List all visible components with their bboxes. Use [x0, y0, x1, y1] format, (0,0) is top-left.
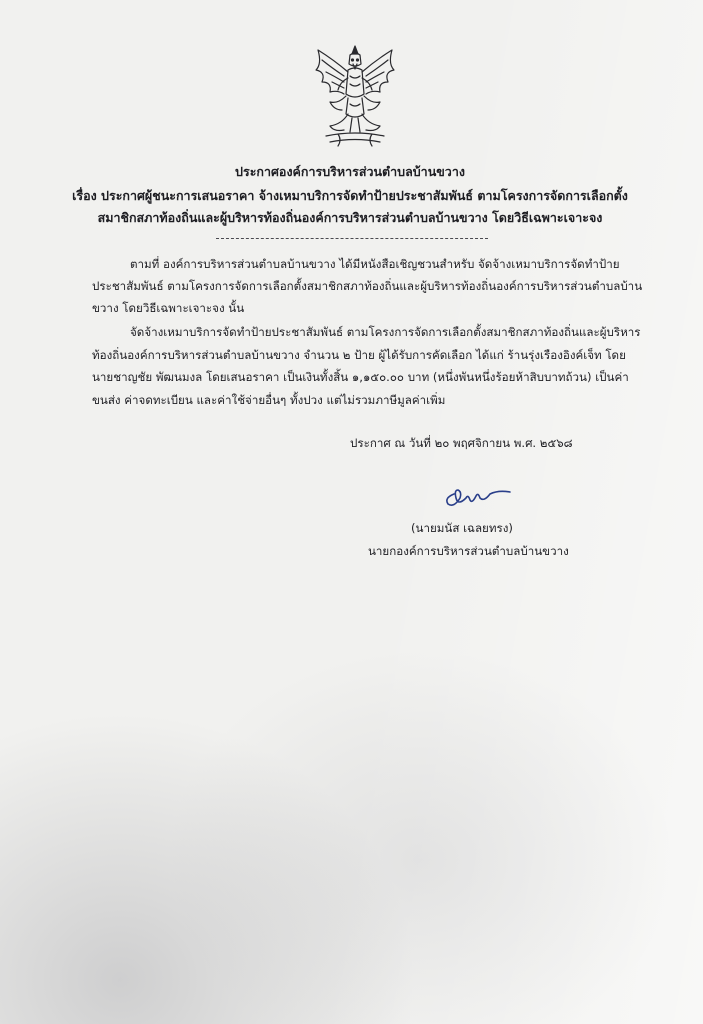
garuda-emblem-icon [308, 42, 402, 148]
paragraph-1-line-3: ขวาง โดยวิธีเฉพาะเจาะจง นั้น [92, 301, 245, 315]
handwritten-signature-icon [440, 484, 520, 510]
paragraph-1-line-2: ประชาสัมพันธ์ ตามโครงการจัดการเลือกตั้งสมาชิกสภาท้องถิ่นและผู้บริหารท้องถิ่นองค์การบริหารส่วนตำบลบ้าน [92, 279, 643, 293]
paragraph-2-line-1: จัดจ้างเหมาบริการจัดทำป้ายประชาสัมพันธ์ ตามโครงการจัดการเลือกตั้งสมาชิกสภาท้องถิ่นและผู้บริหาร [130, 325, 641, 339]
paragraph-2-line-3: นายชาญชัย พัฒนมงล โดยเสนอราคา เป็นเงินทั้งสิ้น ๑,๑๕๐.๐๐ บาท (หนึ่งพันหนึ่งร้อยห้าสิบบาทถ้วน) เป็นค่า [92, 370, 629, 384]
paragraph-2-line-2: ท้องถิ่นองค์การบริหารส่วนตำบลบ้านขวาง จำนวน ๒ ป้าย ผู้ได้รับการคัดเลือก ได้แก่ ร้านรุ่งเรืองอิงค์เจ็ท โดย [92, 348, 626, 362]
announcement-date: ประกาศ ณ วันที่ ๒๐ พฤศจิกายน พ.ศ. ๒๕๖๘ [350, 436, 573, 450]
separator-dashed-line [216, 238, 488, 239]
subject-line-2: สมาชิกสภาท้องถิ่นและผู้บริหารท้องถิ่นองค์การบริหารส่วนตำบลบ้านขวาง โดยวิธีเฉพาะเจาะจง [97, 210, 603, 225]
organization-heading: ประกาศองค์การบริหารส่วนตำบลบ้านขวาง [235, 164, 465, 179]
paragraph-1-line-1: ตามที่ องค์การบริหารส่วนตำบลบ้านขวาง ได้มีหนังสือเชิญชวนสำหรับ จัดจ้างเหมาบริการจัดทำป้าย [130, 257, 620, 271]
signatory-title: นายกองค์การบริหารส่วนตำบลบ้านขวาง [368, 544, 569, 558]
signatory-name: (นายมนัส เฉลยทรง) [411, 521, 513, 535]
paragraph-2-line-4: ขนส่ง ค่าจดทะเบียน และค่าใช้จ่ายอื่นๆ ทั้งปวง แต่ไม่รวมภาษีมูลค่าเพิ่ม [92, 393, 446, 407]
subject-line-1: เรื่อง ประกาศผู้ชนะการเสนอราคา จ้างเหมาบริการจัดทำป้ายประชาสัมพันธ์ ตามโครงการจัดการเลือกตั้ง [72, 188, 628, 203]
